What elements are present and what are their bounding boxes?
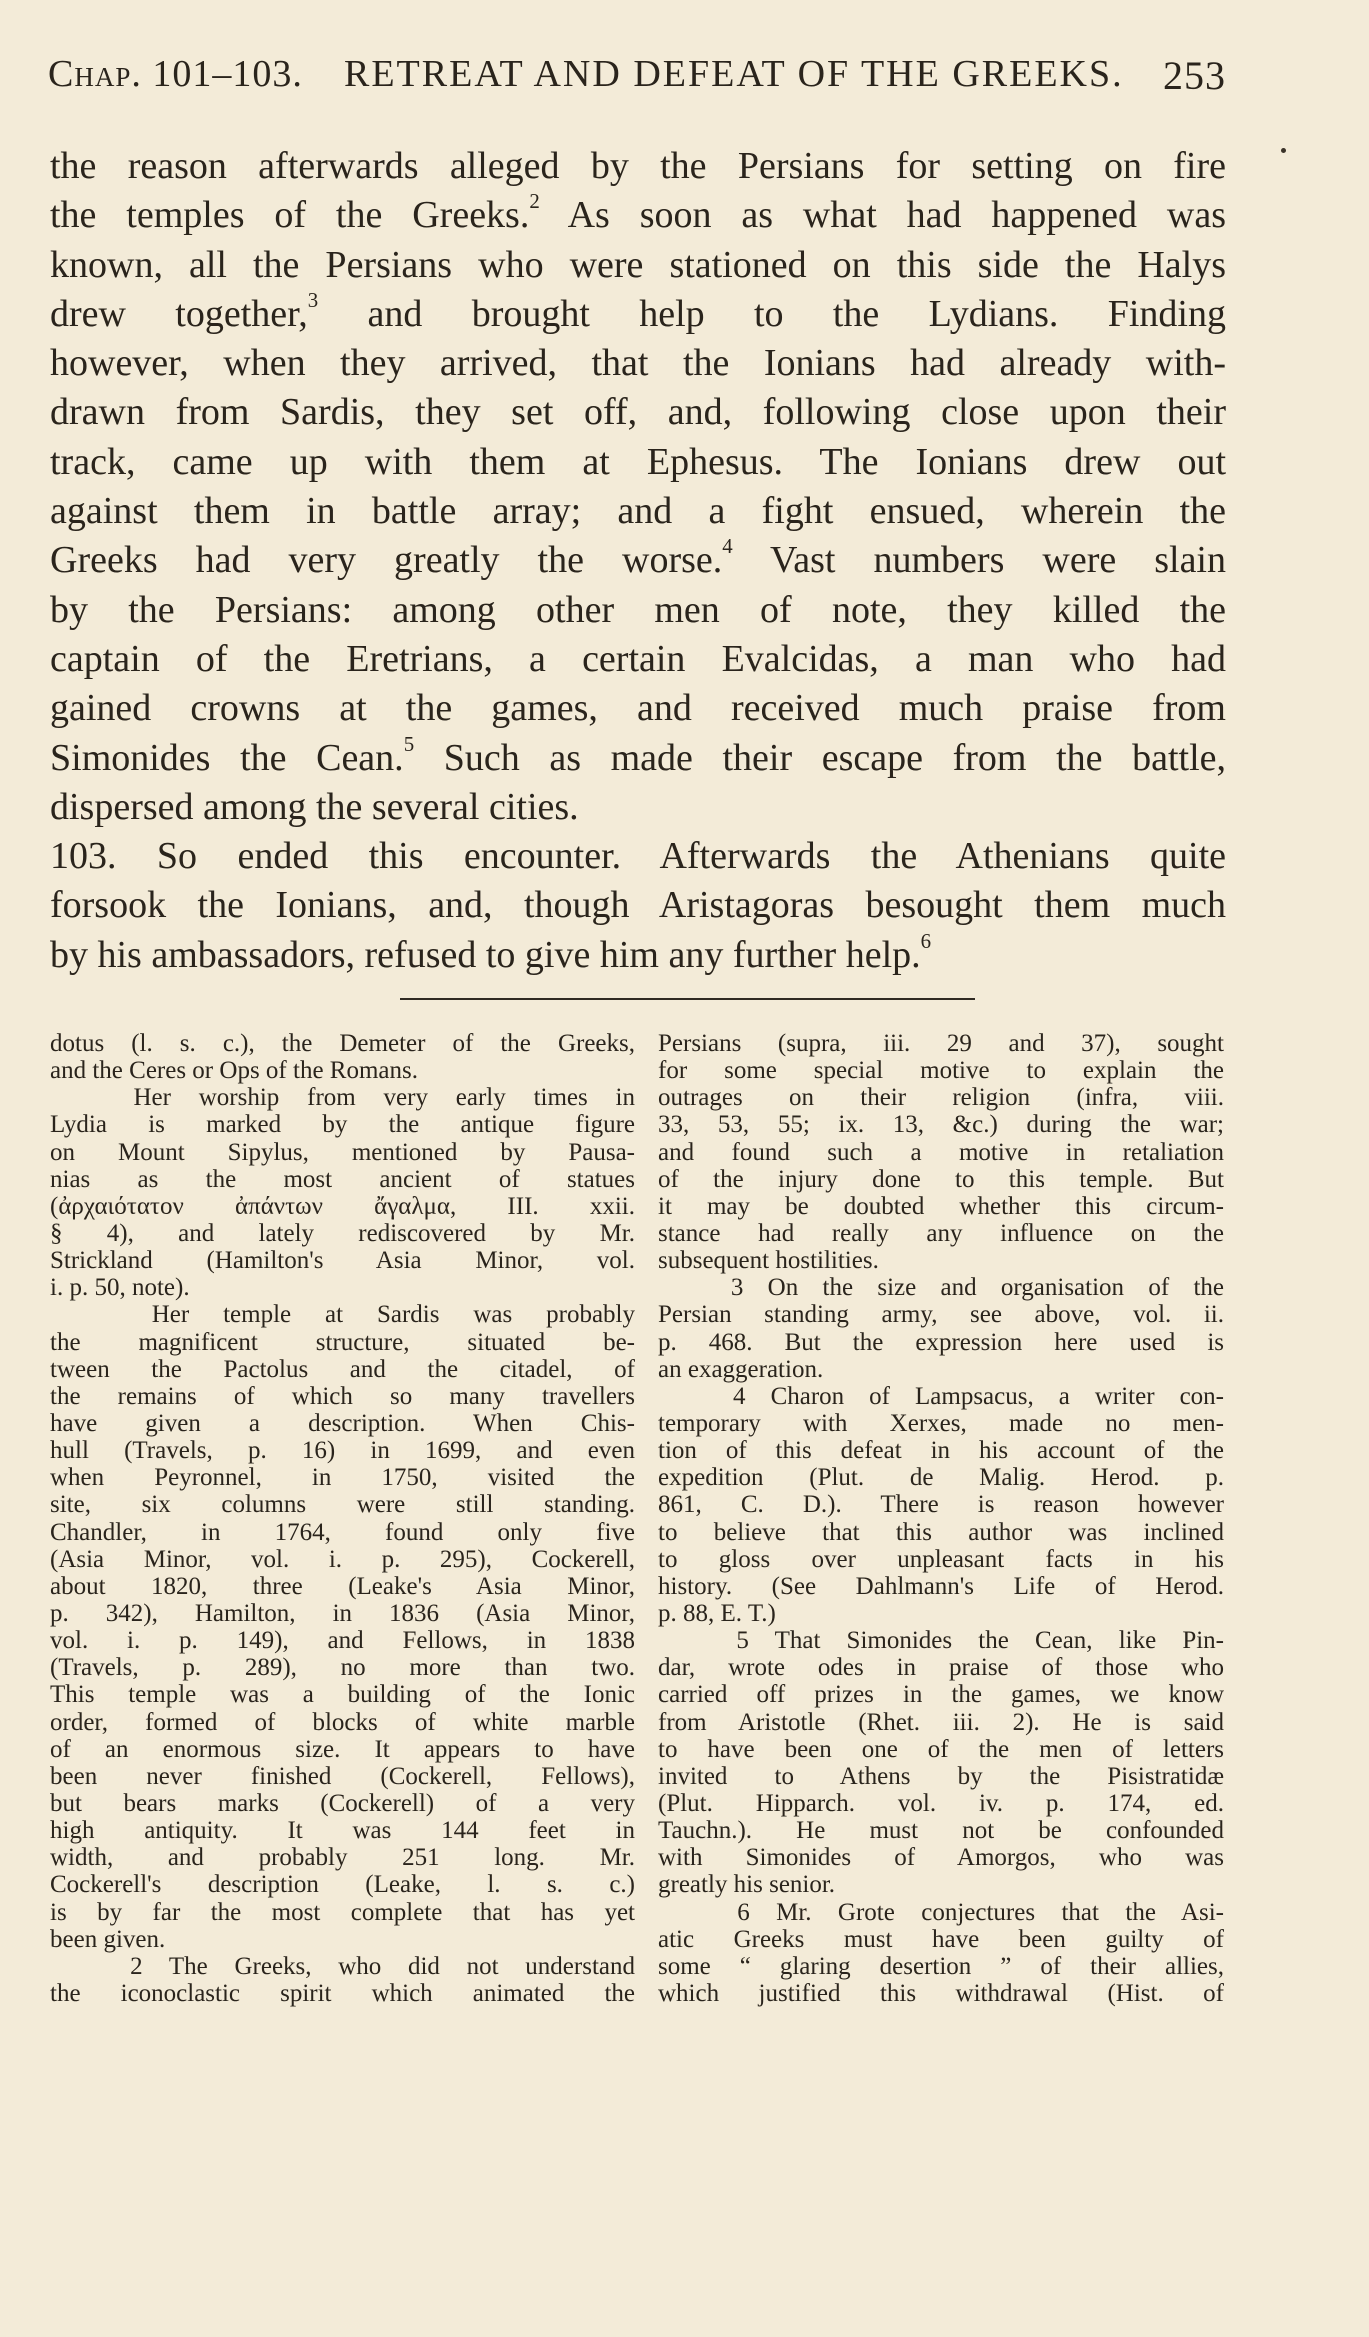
text-line: known, all the Persians who were stationed on this side the Halys [50, 243, 1226, 286]
footnote-line: an exaggeration. [658, 1355, 824, 1383]
footnote-line: for some special motive to explain the [658, 1057, 1224, 1085]
footnote-line: with Simonides of Amorgos, who was [658, 1844, 1224, 1872]
text-line: forsook the Ionians, and, though Aristagoras besought them much [50, 884, 1226, 927]
footnote-marker: 2 [529, 189, 540, 214]
footnote-line: the remains of which so many travellers [50, 1382, 635, 1410]
footnote-line: width, and probably 251 long. Mr. [50, 1844, 635, 1872]
footnote-line: dar, wrote odes in praise of those who [658, 1654, 1224, 1682]
footnote-line: tion of this defeat in his account of the [658, 1437, 1224, 1465]
text-line: drawn from Sardis, they set off, and, following close upon their [50, 391, 1226, 434]
footnote-line: is by far the most complete that has yet [50, 1898, 635, 1926]
footnote-line: greatly his senior. [658, 1871, 836, 1899]
footnote-line: 861, C. D.). There is reason however [658, 1491, 1224, 1519]
text-line: gained crowns at the games, and received much praise from [50, 687, 1226, 730]
footnote-line: which justified this withdrawal (Hist. of [658, 1979, 1224, 2007]
footnote-line: Persians (supra, iii. 29 and 37), sought [658, 1030, 1224, 1057]
text-line: captain of the Eretrians, a certain Evalcidas, a man who had [50, 637, 1226, 680]
footnote-line: Chandler, in 1764, found only five [50, 1518, 635, 1546]
footnote-line: 6 Mr. Grote conjectures that the Asi- [658, 1898, 1224, 1926]
footnote-line: order, formed of blocks of white marble [50, 1708, 635, 1736]
footnote-line: the magnificent structure, situated be- [50, 1328, 635, 1356]
main-text [50, 142, 1226, 980]
running-title: RETREAT AND DEFEAT OF THE GREEKS. [344, 53, 1124, 95]
footnote-line: temporary with Xerxes, made no men- [658, 1409, 1224, 1437]
footnote-line: been given. [50, 1925, 166, 1953]
footnote-line: high antiquity. It was 144 feet in [50, 1817, 635, 1845]
text-line: the reason afterwards alleged by the Persians for setting on fire [50, 145, 1226, 187]
footnote-line: p. 468. But the expression here used is [658, 1328, 1224, 1356]
text-line: Simonides the Cean.$^5$ Such as made their escape from the battle, [50, 731, 1227, 779]
footnote-line: Tauchn.). He must not be confounded [658, 1817, 1224, 1845]
footnote-marker: 5 [403, 731, 415, 756]
text-line: Greeks had very greatly the worse.$^4$ Vast numbers were slain [50, 534, 1226, 582]
footnote-line: site, six columns were still standing. [50, 1491, 635, 1519]
footnote-marker: 6 [920, 928, 932, 953]
text-line: by his ambassadors, refused to give him any further help.$^6$ [50, 928, 932, 976]
footnote-marker: 3 [307, 288, 319, 313]
footnote-line: p. 342), Hamilton, in 1836 (Asia Minor, [50, 1599, 635, 1627]
footnote-line: the iconoclastic spirit which animated the [50, 1979, 635, 2007]
footnote-line: have given a description. When Chis- [50, 1409, 635, 1437]
footnote-line: it may be doubted whether this circum- [658, 1192, 1224, 1220]
footnote-line: when Peyronnel, in 1750, visited the [50, 1464, 635, 1492]
footnote-line: expedition (Plut. de Malig. Herod. p. [658, 1464, 1224, 1492]
footnote-line: 5 That Simonides the Cean, like Pin- [658, 1627, 1224, 1655]
footnote-line: Persian standing army, see above, vol. ii. [658, 1301, 1224, 1329]
footnote-line: and the Ceres or Ops of the Romans. [50, 1057, 418, 1085]
footnote-line: of the injury done to this temple. But [658, 1165, 1224, 1193]
footnote-line: of an enormous size. It appears to have [50, 1735, 635, 1763]
footnote-line: stance had really any influence on the [658, 1219, 1224, 1247]
footnote-line: i. p. 50, note). [50, 1274, 190, 1302]
footnote-line: hull (Travels, p. 16) in 1699, and even [50, 1437, 635, 1465]
footnote-line: § 4), and lately rediscovered by Mr. [50, 1219, 635, 1247]
footnotes-right-column [658, 1030, 1224, 2007]
footnotes-left-column [50, 1030, 635, 2007]
text-line: track, came up with them at Ephesus. The Ionians drew out [50, 440, 1226, 483]
footnote-line: Lydia is marked by the antique figure [50, 1111, 635, 1139]
footnote-marker: 4 [722, 534, 733, 559]
footnote-line: Her worship from very early times in [50, 1084, 635, 1112]
footnote-line: nias as the most ancient of statues [50, 1165, 635, 1193]
footnote-line: Her temple at Sardis was probably [50, 1301, 635, 1329]
footnote-line: (ἀρχαιότατον ἀπάντων ἄγαλμα, III. xxii. [50, 1192, 635, 1220]
footnote-line: to have been one of the men of letters [658, 1735, 1224, 1763]
footnote-line: from Aristotle (Rhet. iii. 2). He is said [658, 1708, 1224, 1736]
footnote-line: vol. i. p. 149), and Fellows, in 1838 [50, 1627, 635, 1655]
footnote-line: carried off prizes in the games, we know [658, 1681, 1224, 1709]
footnote-line: atic Greeks must have been guilty of [658, 1925, 1224, 1953]
footnote-line: Cockerell's description (Leake, l. s. c.) [50, 1871, 635, 1899]
text-line: drew together,$^3$ and brought help to the Lydians. Finding [50, 288, 1226, 335]
footnote-line: (Travels, p. 289), no more than two. [50, 1654, 635, 1682]
footnote-line: invited to Athens by the Pisistratidæ [658, 1762, 1224, 1790]
text-line: dispersed among the several cities. [50, 785, 579, 828]
footnote-line: subsequent hostilities. [658, 1247, 879, 1275]
footnote-line: some “ glaring desertion ” of their allies, [658, 1952, 1224, 1980]
page-number: 253 [1163, 53, 1226, 98]
footnote-line: on Mount Sipylus, mentioned by Pausa- [50, 1138, 635, 1166]
footnote-line: about 1820, three (Leake's Asia Minor, [50, 1572, 635, 1600]
footnote-line: 3 On the size and organisation of the [658, 1274, 1224, 1302]
footnote-line: 4 Charon of Lampsacus, a writer con- [658, 1382, 1224, 1410]
margin-mark [1281, 148, 1286, 153]
footnote-line: history. (See Dahlmann's Life of Herod. [658, 1572, 1224, 1600]
footnote-line: p. 88, E. T.) [658, 1599, 776, 1627]
footnote-line: and found such a motive in retaliation [658, 1138, 1224, 1166]
chapter-reference: Chap. 101–103. [48, 53, 303, 95]
footnote-line: 33, 53, 55; ix. 13, &c.) during the war; [658, 1111, 1224, 1139]
text-line: 103. So ended this encounter. Afterwards the Athenians quite [50, 835, 1226, 878]
footnote-line: This temple was a building of the Ionic [50, 1681, 635, 1709]
footnote-line: tween the Pactolus and the citadel, of [50, 1355, 635, 1383]
footnote-rule [400, 998, 975, 1000]
text-line: the temples of the Greeks.$^2$ As soon as what had happened was [50, 189, 1227, 237]
text-line: by the Persians: among other men of note, they killed the [50, 588, 1226, 631]
footnote-line: Strickland (Hamilton's Asia Minor, vol. [50, 1247, 635, 1275]
footnote-line: to gloss over unpleasant facts in his [658, 1545, 1224, 1573]
footnote-line: been never finished (Cockerell, Fellows), [50, 1762, 635, 1790]
footnote-line: (Asia Minor, vol. i. p. 295), Cockerell, [50, 1545, 635, 1573]
footnote-line: to believe that this author was inclined [658, 1518, 1224, 1546]
footnote-line: 2 The Greeks, who did not understand [50, 1952, 635, 1980]
text-line: against them in battle array; and a fight ensued, wherein the [50, 490, 1226, 533]
footnote-line: but bears marks (Cockerell) of a very [50, 1789, 635, 1817]
footnote-line: outrages on their religion (infra, viii. [658, 1084, 1224, 1112]
text-line: however, when they arrived, that the Ionians had already with- [50, 342, 1226, 385]
footnote-line: (Plut. Hipparch. vol. iv. p. 174, ed. [658, 1789, 1224, 1817]
footnote-line: dotus (l. s. c.), the Demeter of the Greeks, [50, 1030, 635, 1057]
